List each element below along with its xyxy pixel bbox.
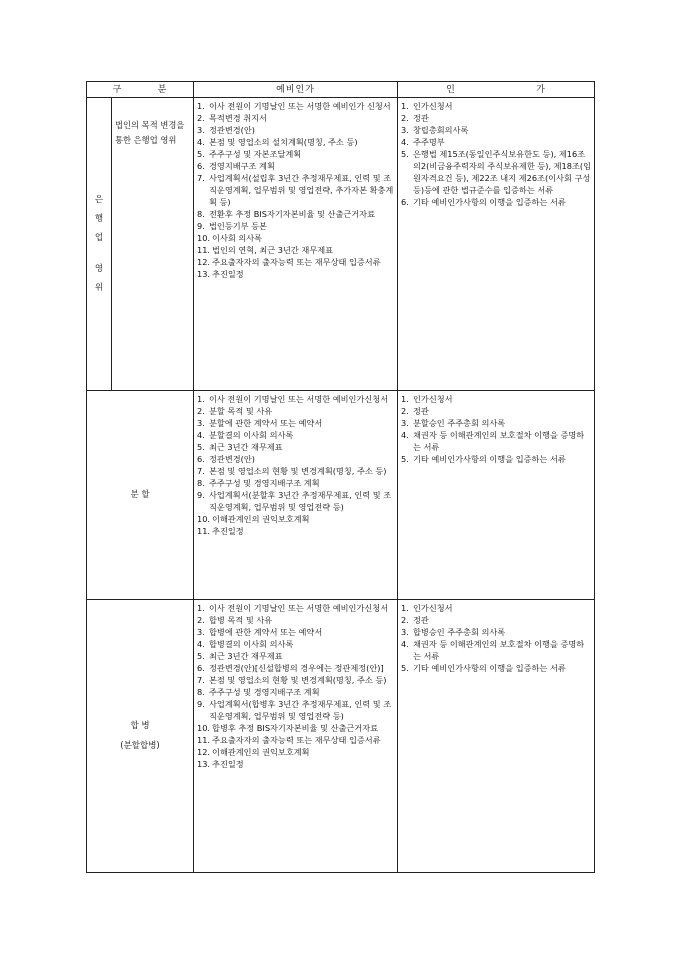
item-number: 11.	[197, 245, 211, 255]
item-text: 목적변경 취지서	[209, 113, 267, 123]
item-text: 분할결의 이사회 의사록	[209, 430, 294, 440]
item-number: 4.	[197, 137, 205, 147]
item-number: 7.	[197, 675, 205, 685]
item-text: 법인등기부 등본	[209, 221, 267, 231]
item-number: 3.	[197, 627, 205, 637]
list-item	[401, 136, 592, 148]
item-text: 이해관계인의 권익보호계획	[212, 514, 310, 524]
item-number: 1.	[197, 603, 205, 613]
item-text: 법인의 연혁, 최근 3년간 재무제표	[212, 245, 334, 255]
category-title: 합 병	[130, 721, 150, 731]
list-item	[197, 160, 395, 172]
list-item	[197, 136, 395, 148]
item-text: 이해관계인의 권익보호계획	[212, 747, 310, 757]
list-item	[197, 674, 395, 686]
list-item	[401, 148, 592, 196]
list-item	[197, 405, 395, 417]
item-number: 4.	[401, 137, 409, 147]
list-item	[197, 112, 395, 124]
item-number: 6.	[197, 663, 205, 673]
item-number: 5.	[197, 149, 205, 159]
item-number: 6.	[197, 161, 205, 171]
list-item	[197, 220, 395, 232]
item-text: 이사 전원이 기명날인 또는 서명한 예비인가 신청서	[209, 101, 391, 111]
list-item	[401, 453, 592, 465]
list-item	[197, 148, 395, 160]
list-item	[197, 686, 395, 698]
item-number: 12.	[197, 257, 211, 267]
approval-list	[398, 391, 594, 467]
category-title-cell	[87, 600, 194, 873]
item-text: 정관변경(안)[신설합병의 경우에는 정관제정(안)]	[209, 663, 384, 673]
approval-cell	[398, 391, 595, 600]
item-text: 정관	[413, 406, 429, 416]
list-item	[401, 124, 592, 136]
item-text: 채권자 등 이해관계인의 보호절차 이행을 증명하는 서류	[413, 639, 585, 661]
item-text: 정관변경(안)	[209, 125, 255, 135]
item-text: 최근 3년간 재무제표	[209, 442, 283, 452]
item-text: 인가신청서	[413, 603, 453, 613]
preliminary-cell	[194, 600, 398, 873]
item-number: 5.	[197, 442, 205, 452]
list-item	[197, 100, 395, 112]
list-item	[197, 513, 395, 525]
vertical-char: 영	[94, 263, 104, 274]
header-category	[87, 82, 194, 98]
vertical-char: 은	[94, 194, 104, 205]
item-number: 2.	[401, 406, 409, 416]
item-number: 2.	[197, 406, 205, 416]
list-item	[401, 614, 592, 626]
header-category-char: 구	[112, 85, 123, 95]
list-item	[197, 453, 395, 465]
item-text: 주주명부	[413, 137, 445, 147]
preliminary-list	[194, 600, 397, 772]
vertical-char: 업	[94, 232, 104, 243]
item-text: 주요출자자의 출자능력 또는 재무상태 입증서류	[212, 257, 381, 267]
list-item	[197, 734, 395, 746]
list-item	[401, 112, 592, 124]
item-text: 경영지배구조 계획	[209, 161, 275, 171]
header-category-char: 분	[157, 85, 168, 95]
item-text: 은행법 제15조(동일인주식보유한도 등), 제16조의2(비금융주력자의 주식보유제한 등), 제18조(임원자격요건 등), 제22조 내지 제26조(이사회 구성등)등에 관한 법규준수를 입증하는 서류	[413, 149, 591, 195]
item-text: 기타 예비인가사항의 이행을 입증하는 서류	[413, 197, 566, 207]
header-approval	[398, 82, 595, 98]
item-text: 본점 및 영업소의 설치계획(명칭, 주소 등)	[209, 137, 358, 147]
item-text: 본점 및 영업소의 현황 및 변경계획(명칭, 주소 등)	[209, 466, 387, 476]
item-text: 기타 예비인가사항의 이행을 입증하는 서류	[413, 663, 566, 673]
item-number: 6.	[401, 197, 409, 207]
item-text: 분할에 관한 계약서 또는 예약서	[209, 418, 323, 428]
item-text: 주요출자자의 출자능력 또는 재무상태 입증서류	[212, 735, 381, 745]
item-text: 합병에 관한 계약서 또는 예약서	[209, 627, 323, 637]
item-number: 7.	[197, 173, 205, 183]
item-number: 4.	[197, 639, 205, 649]
approval-cell	[398, 600, 595, 873]
item-number: 8.	[197, 478, 205, 488]
item-text: 기타 예비인가사항의 이행을 입증하는 서류	[413, 454, 566, 464]
list-item	[197, 722, 395, 734]
list-item	[197, 232, 395, 244]
table-row-split	[87, 391, 595, 600]
list-item	[197, 256, 395, 268]
table-row-banking-business	[87, 98, 595, 391]
category-subtitle: (분할합병)	[120, 741, 160, 751]
item-number: 10.	[197, 723, 211, 733]
list-item	[197, 268, 395, 280]
list-item	[401, 405, 592, 417]
item-number: 2.	[401, 113, 409, 123]
item-text: 분할 목적 및 사유	[209, 406, 273, 416]
item-text: 주주구성 및 자본조달계획	[209, 149, 302, 159]
item-number: 9.	[197, 221, 205, 231]
item-text: 정관	[413, 113, 429, 123]
item-number: 2.	[197, 615, 205, 625]
list-item	[197, 698, 395, 722]
item-text: 인가신청서	[413, 394, 453, 404]
list-item	[197, 124, 395, 136]
list-item	[401, 393, 592, 405]
list-item	[197, 602, 395, 614]
preliminary-cell	[194, 391, 398, 600]
item-number: 3.	[197, 418, 205, 428]
table-row-merger	[87, 600, 595, 873]
item-number: 8.	[197, 687, 205, 697]
item-number: 2.	[401, 615, 409, 625]
list-item	[401, 662, 592, 674]
item-text: 합병결의 이사회 의사록	[209, 639, 294, 649]
item-number: 11.	[197, 735, 211, 745]
requirements-table	[86, 81, 595, 873]
item-number: 3.	[401, 627, 409, 637]
item-text: 이사 전원이 기명날인 또는 서명한 예비인가신청서	[209, 603, 389, 613]
item-number: 10.	[197, 514, 211, 524]
item-text: 이사회 의사록	[212, 233, 263, 243]
item-text: 사업계획서(합병후 3년간 추정재무제표, 인력 및 조직운영계획, 업무범위 및 영업전략 등)	[209, 699, 392, 721]
item-text: 합병후 추정 BIS자기자본비율 및 산출근거자료	[212, 723, 379, 733]
list-item	[197, 417, 395, 429]
list-item	[401, 417, 592, 429]
item-number: 1.	[401, 394, 409, 404]
vertical-category-label	[87, 98, 112, 391]
list-item	[197, 172, 395, 208]
item-text: 추진일정	[212, 759, 244, 769]
item-number: 6.	[197, 454, 205, 464]
list-item	[197, 393, 395, 405]
item-number: 4.	[401, 430, 409, 440]
item-number: 5.	[197, 651, 205, 661]
list-item	[197, 525, 395, 537]
table-header-row	[87, 82, 595, 98]
item-text: 합병 목적 및 사유	[209, 615, 273, 625]
list-item	[197, 650, 395, 662]
list-item	[197, 614, 395, 626]
item-text: 최근 3년간 재무제표	[209, 651, 283, 661]
approval-list	[398, 98, 594, 210]
item-text: 분할승인 주주총회 의사록	[413, 418, 506, 428]
list-item	[197, 489, 395, 513]
header-preliminary: 예비인가	[194, 82, 398, 98]
preliminary-list	[194, 98, 397, 282]
item-number: 5.	[401, 454, 409, 464]
list-item	[197, 244, 395, 256]
list-item	[197, 638, 395, 650]
item-number: 3.	[401, 418, 409, 428]
item-number: 3.	[401, 125, 409, 135]
list-item	[401, 100, 592, 112]
item-text: 정관	[413, 615, 429, 625]
list-item	[401, 196, 592, 208]
item-number: 13.	[197, 269, 211, 279]
item-number: 11.	[197, 526, 211, 536]
item-number: 8.	[197, 209, 205, 219]
item-text: 인가신청서	[413, 101, 453, 111]
item-text: 추진일정	[212, 269, 244, 279]
vertical-char: 위	[94, 282, 104, 293]
item-number: 1.	[401, 101, 409, 111]
header-approval-char: 인	[446, 85, 456, 95]
item-text: 정관변경(안)	[209, 454, 255, 464]
item-number: 1.	[197, 394, 205, 404]
preliminary-cell	[194, 98, 398, 391]
list-item	[197, 746, 395, 758]
list-item	[197, 477, 395, 489]
list-item	[401, 429, 592, 453]
item-number: 2.	[197, 113, 205, 123]
item-number: 12.	[197, 747, 211, 757]
item-text: 전환후 추정 BIS자기자본비율 및 산출근거자료	[209, 209, 376, 219]
list-item	[197, 429, 395, 441]
item-text: 창립총회의사록	[413, 125, 469, 135]
approval-cell	[398, 98, 595, 391]
item-text: 사업계획서(분할후 3년간 추정재무제표, 인력 및 조직운영계획, 업무범위 및 영업전략 등)	[209, 490, 392, 512]
item-number: 9.	[197, 490, 205, 500]
category-title: 분 할	[87, 391, 194, 600]
list-item	[197, 465, 395, 477]
list-item	[197, 441, 395, 453]
item-text: 추진일정	[212, 526, 244, 536]
item-number: 5.	[401, 149, 409, 159]
item-text: 주주구성 및 경영지배구조 계획	[209, 687, 320, 697]
list-item	[197, 662, 395, 674]
item-text: 본점 및 영업소의 현황 및 변경계획(명칭, 주소 등)	[209, 675, 387, 685]
item-number: 1.	[401, 603, 409, 613]
item-text: 주주구성 및 경영지배구조 계획	[209, 478, 320, 488]
item-text: 합병승인 주주총회 의사록	[413, 627, 506, 637]
list-item	[197, 626, 395, 638]
item-number: 5.	[401, 663, 409, 673]
item-number: 3.	[197, 125, 205, 135]
list-item	[197, 208, 395, 220]
item-text: 채권자 등 이해관계인의 보호절차 이행을 증명하는 서류	[413, 430, 585, 452]
list-item	[197, 758, 395, 770]
item-text: 사업계획서(설립후 3년간 추정재무제표, 인력 및 조직운영계획, 업무범위 및 영업전략, 추가자본 확충계획 등)	[209, 173, 394, 207]
item-text: 이사 전원이 기명날인 또는 서명한 예비인가신청서	[209, 394, 389, 404]
item-number: 7.	[197, 466, 205, 476]
vertical-char: 행	[94, 213, 104, 224]
list-item	[401, 602, 592, 614]
category-description: 법인의 목적 변경을 통한 은행업 영위	[112, 98, 194, 391]
list-item	[401, 626, 592, 638]
item-number: 4.	[197, 430, 205, 440]
list-item	[401, 638, 592, 662]
item-number: 1.	[197, 101, 205, 111]
item-number: 9.	[197, 699, 205, 709]
approval-list	[398, 600, 594, 676]
item-number: 13.	[197, 759, 211, 769]
item-number: 4.	[401, 639, 409, 649]
header-approval-char: 가	[536, 85, 546, 95]
preliminary-list	[194, 391, 397, 539]
item-number: 10.	[197, 233, 211, 243]
